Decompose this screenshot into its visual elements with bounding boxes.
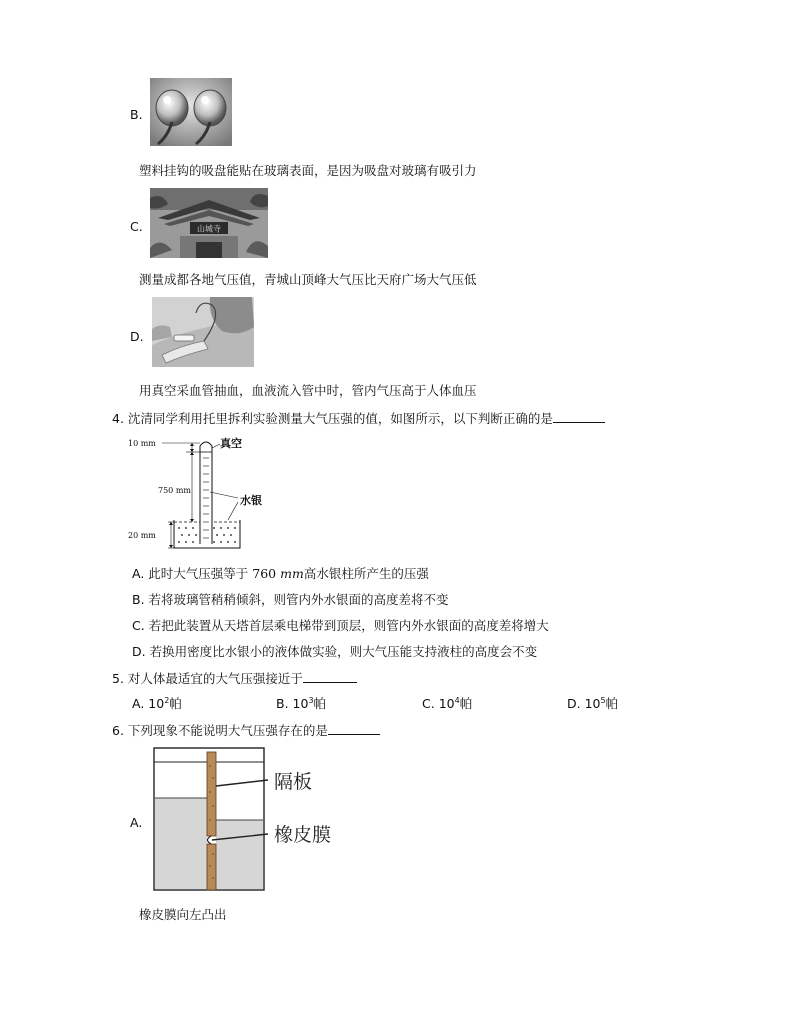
dim-bottom: 20 mm xyxy=(128,531,156,540)
answer-blank[interactable] xyxy=(303,670,357,683)
q4-stem: 4. 沈清同学利用托里拆利实验测量大气压强的值，如图所示，以下判断正确的是 xyxy=(112,409,605,427)
blood-collection-photo xyxy=(152,297,254,367)
label-vacuum: 真空 xyxy=(220,437,242,450)
label-partition: 隔板 xyxy=(274,771,313,793)
q4-option-d: D. 若换用密度比水银小的液体做实验，则大气压能支持液柱的高度会不变 xyxy=(132,644,538,659)
option-c-label: C. xyxy=(130,219,143,234)
q5-option-a: A. $10^2$帕 xyxy=(132,695,182,711)
option-d-label: D. xyxy=(130,329,144,344)
q4-option-c: C. 若把此装置从天塔首层乘电梯带到顶层，则管内外水银面的高度差将增大 xyxy=(132,618,549,633)
option-b-caption: 塑料挂钩的吸盘能贴在玻璃表面，是因为吸盘对玻璃有吸引力 xyxy=(139,163,477,178)
q5-option-b: B. $10^3$帕 xyxy=(276,695,327,711)
q5-stem: 5. 对人体最适宜的大气压强接近于 xyxy=(112,669,357,687)
partition-membrane-figure xyxy=(150,746,350,892)
mountain-temple-photo xyxy=(150,188,268,258)
label-mercury: 水银 xyxy=(240,494,262,507)
torricelli-figure xyxy=(124,432,274,556)
q5-option-d: D. $10^5$帕 xyxy=(567,695,619,711)
dim-top: 10 mm xyxy=(128,439,156,448)
label-membrane: 橡皮膜 xyxy=(274,824,332,846)
q4-option-b: B. 若将玻璃管稍稍倾斜，则管内外水银面的高度差将不变 xyxy=(132,592,449,607)
temple-sign-text: 山城寺 xyxy=(197,224,221,234)
q6-stem: 6. 下列现象不能说明大气压强存在的是 xyxy=(112,721,380,739)
q6-option-a-label: A. xyxy=(130,815,143,830)
option-b-label: B. xyxy=(130,107,143,122)
q5-option-c: C. $10^4$帕 xyxy=(422,695,473,711)
dim-mid: 750 mm xyxy=(158,486,191,495)
option-c-caption: 测量成都各地气压值，青城山顶峰大气压比天府广场大气压低 xyxy=(139,272,477,287)
answer-blank[interactable] xyxy=(328,722,380,735)
answer-blank[interactable] xyxy=(553,410,605,423)
q6-option-a-caption: 橡皮膜向左凸出 xyxy=(139,907,227,922)
q4-option-a: A. 此时大气压强等于 760 mm高水银柱所产生的压强 xyxy=(132,566,429,581)
option-d-caption: 用真空采血管抽血，血液流入管中时，管内气压高于人体血压 xyxy=(139,383,477,398)
suction-hook-photo xyxy=(150,78,232,146)
